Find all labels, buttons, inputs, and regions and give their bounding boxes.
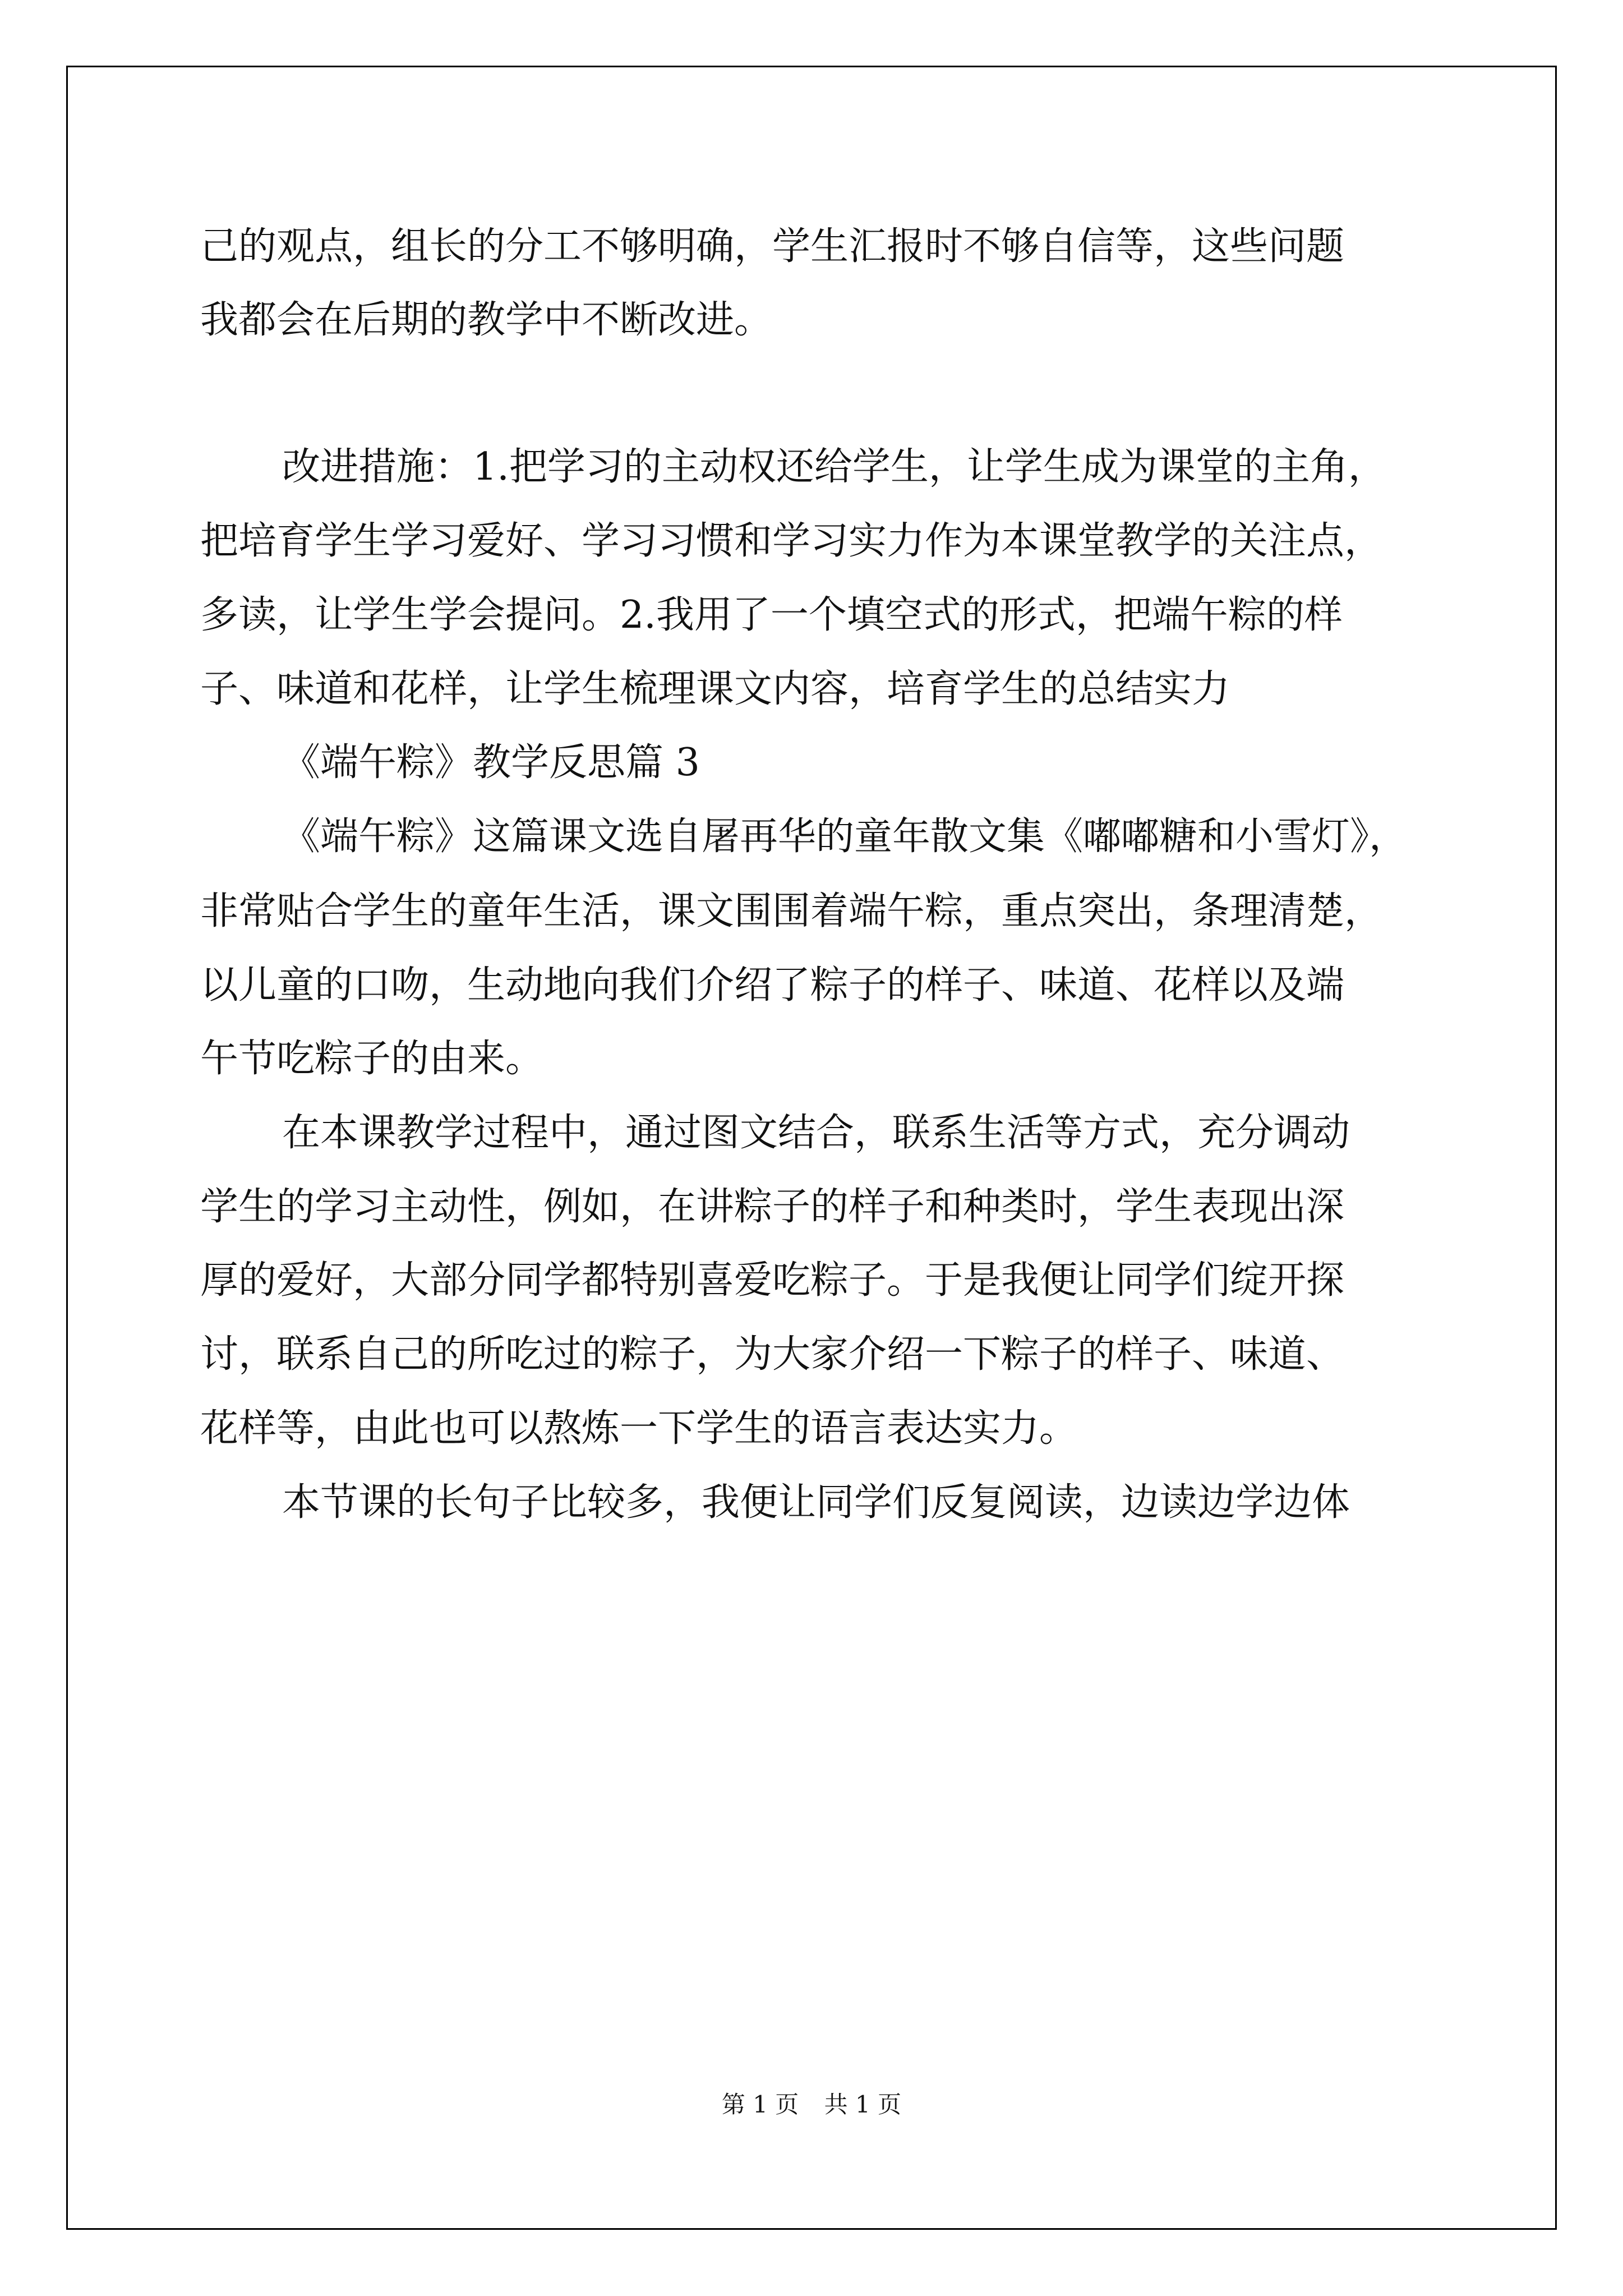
body-text-line: 以儿童的口吻，生动地向我们介绍了粽子的样子、味道、花样以及端 (200, 963, 1345, 1007)
body-text-line: 多读，让学生学会提问。2.我用了一个填空式的形式，把端午粽的样 (200, 593, 1343, 637)
body-text-line: 非常贴合学生的童年生活，课文围围着端午粽，重点突出，条理清楚， (200, 889, 1383, 933)
body-text-line: 在本课教学过程中，通过图文结合，联系生活等方式，充分调动 (282, 1111, 1350, 1155)
body-text-line: 我都会在后期的教学中不断改进。 (200, 298, 773, 342)
body-text-line: 本节课的长句子比较多，我便让同学们反复阅读，边读边学边体 (282, 1480, 1350, 1525)
page-number: 第 1 页 (721, 2091, 799, 2118)
body-text-line: 《端午粽》这篇课文选自屠再华的童年散文集《嘟嘟糖和小雪灯》， (282, 815, 1408, 859)
body-text-line: 把培育学生学习爱好、学习习惯和学习实力作为本课堂教学的关注点， (200, 519, 1383, 563)
body-text-line: 改进措施：1.把学习的主动权还给学生，让学生成为课堂的主角， (282, 445, 1386, 489)
section-heading: 《端午粽》教学反思篇 3 (282, 740, 700, 785)
page-total: 共 1 页 (824, 2091, 902, 2118)
body-text-line: 学生的学习主动性，例如，在讲粽子的样子和种类时，学生表现出深 (200, 1185, 1345, 1229)
body-text-line: 厚的爱好，大部分同学都特别喜爱吃粽子。于是我便让同学们绽开探 (200, 1258, 1345, 1303)
page-footer (0, 2091, 1623, 2119)
body-text-line: 花样等，由此也可以熬炼一下学生的语言表达实力。 (200, 1406, 1078, 1451)
body-text-line: 讨，联系自己的所吃过的粽子，为大家介绍一下粽子的样子、味道、 (200, 1332, 1345, 1377)
body-text-line: 午节吃粽子的由来。 (200, 1037, 544, 1081)
body-text-line: 己的观点，组长的分工不够明确，学生汇报时不够自信等，这些问题 (200, 224, 1345, 269)
body-text-line: 子、味道和花样，让学生梳理课文内容，培育学生的总结实力 (200, 667, 1230, 711)
